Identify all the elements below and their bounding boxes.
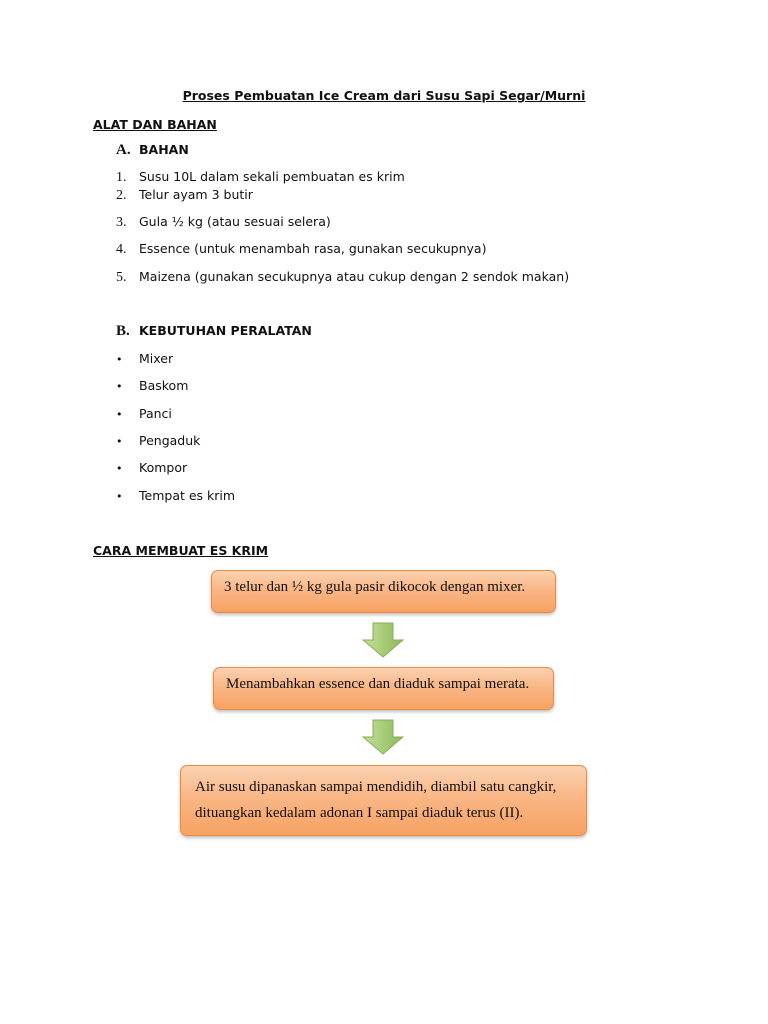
list-text: Maizena (gunakan secukupnya atau cukup dengan 2 sendok makan) bbox=[139, 269, 570, 284]
flow-step-text: Air susu dipanaskan sampai mendidih, diambil satu cangkir, bbox=[195, 779, 557, 795]
bullet-icon: • bbox=[116, 380, 123, 393]
section-heading-cara-membuat: CARA MEMBUAT ES KRIM bbox=[93, 543, 269, 558]
bullet-item bbox=[116, 460, 187, 475]
flow-step-2 bbox=[213, 667, 554, 710]
list-text: Telur ayam 3 butir bbox=[139, 187, 253, 202]
bullet-item bbox=[116, 378, 188, 393]
bullet-icon: • bbox=[116, 462, 123, 475]
list-text: Essence (untuk menambah rasa, gunakan secukupnya) bbox=[139, 241, 487, 256]
bullet-icon: • bbox=[116, 435, 123, 448]
list-item bbox=[116, 169, 405, 186]
bullet-text: Kompor bbox=[139, 460, 188, 475]
list-item bbox=[116, 241, 486, 258]
down-arrow-icon bbox=[362, 622, 404, 658]
bullet-item bbox=[116, 351, 173, 366]
bullet-text: Mixer bbox=[139, 351, 174, 366]
subheading-letter: B. bbox=[116, 323, 130, 339]
bullet-item bbox=[116, 433, 200, 448]
list-item bbox=[116, 214, 331, 231]
list-item bbox=[116, 187, 253, 204]
bullet-text: Panci bbox=[139, 406, 172, 421]
subheading-label: KEBUTUHAN PERALATAN bbox=[139, 323, 312, 338]
flow-step-1 bbox=[211, 570, 556, 613]
bullet-item bbox=[116, 488, 235, 503]
list-number: 4. bbox=[116, 242, 127, 257]
flow-step-text: Menambahkan essence dan diaduk sampai merata. bbox=[226, 676, 530, 692]
list-number: 2. bbox=[116, 188, 127, 203]
list-text: Gula ½ kg (atau sesuai selera) bbox=[139, 214, 331, 229]
bullet-icon: • bbox=[116, 408, 123, 421]
list-text: Susu 10L dalam sekali pembuatan es krim bbox=[139, 169, 405, 184]
flow-step-text: dituangkan kedalam adonan I sampai diaduk terus (II). bbox=[195, 805, 524, 821]
list-number: 1. bbox=[116, 170, 127, 185]
document-title: Proses Pembuatan Ice Cream dari Susu Sapi Segar/Murni bbox=[182, 88, 586, 103]
bullet-item bbox=[116, 406, 172, 421]
subheading-peralatan bbox=[116, 323, 312, 340]
bullet-icon: • bbox=[116, 490, 123, 503]
list-item bbox=[116, 269, 569, 286]
flow-step-3 bbox=[180, 765, 587, 836]
bullet-icon: • bbox=[116, 353, 123, 366]
bullet-text: Tempat es krim bbox=[139, 488, 236, 503]
subheading-letter: A. bbox=[116, 142, 131, 158]
subheading-bahan bbox=[116, 142, 189, 159]
subheading-label: BAHAN bbox=[139, 142, 189, 157]
bullet-text: Pengaduk bbox=[139, 433, 201, 448]
section-heading-alat-bahan: ALAT DAN BAHAN bbox=[93, 117, 217, 132]
list-number: 5. bbox=[116, 270, 127, 285]
flow-step-text: 3 telur dan ½ kg gula pasir dikocok dengan mixer. bbox=[224, 579, 526, 595]
down-arrow-icon bbox=[362, 719, 404, 755]
list-number: 3. bbox=[116, 215, 127, 230]
bullet-text: Baskom bbox=[139, 378, 189, 393]
